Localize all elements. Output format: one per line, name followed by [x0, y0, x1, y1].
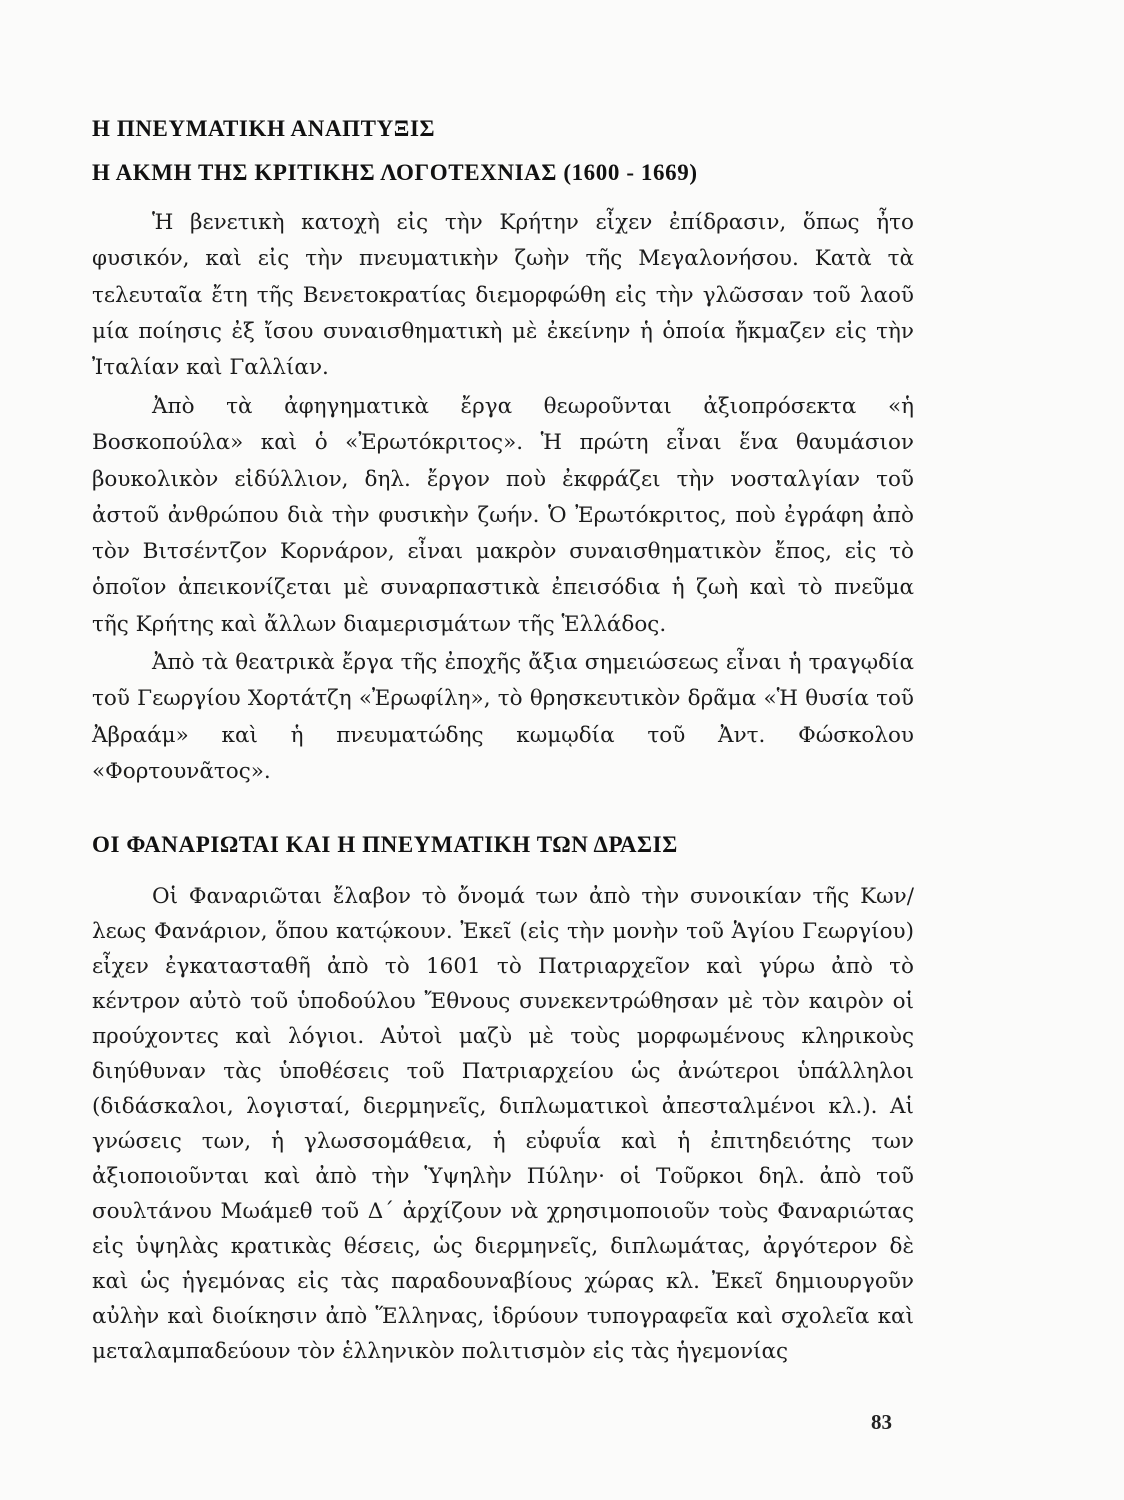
paragraph-venetian-occupation: Ἡ βενετικὴ κατοχὴ εἰς τὴν Κρήτην εἶχεν ἐπίδρασιν, ὅπως ἦτο φυσικόν, καὶ εἰς τὴν πνευματικὴν ζωὴν τῆς Μεγαλονήσου. Κατὰ τὰ τελευταῖα ἔτη τῆς Βενετοκρατίας διεμορφώθη εἰς τὴν γλῶσσαν τοῦ λαοῦ μία ποίησις ἐξ ἴσου συναισθηματικὴ μὲ ἐκείνην ἡ ὁποία ἤκμαζεν εἰς τὴν Ἰταλίαν καὶ Γαλλίαν. — [92, 210, 914, 381]
section-title: Η ΠΝΕΥΜΑΤΙΚΗ ΑΝΑΠΤΥΞΙΣ — [92, 116, 436, 141]
paragraph-phanariots: Οἱ Φαναριῶται ἔλαβον τὸ ὄνομά των ἀπὸ τὴν συνοικίαν τῆς Κων/λεως Φανάριον, ὅπου κατῴκουν. Ἐκεῖ (εἰς τὴν μονὴν τοῦ Ἁγίου Γεωργίου) εἶχεν ἐγκατασταθῆ ἀπὸ τὸ 1601 τὸ Πατριαρχεῖον καὶ γύρω ἀπὸ τὸ κέντρον αὐτὸ τοῦ ὑποδούλου Ἔθνους συνεκεντρώθησαν μὲ τὸν καιρὸν οἱ προύχοντες καὶ λόγιοι. Αὐτοὶ μαζὺ μὲ τοὺς μορφωμένους κληρικοὺς διηύθυναν τὰς ὑποθέσεις τοῦ Πατριαρχείου ὡς ἀνώτεροι ὑπάλληλοι (διδάσκαλοι, λογισταί, διερμηνεῖς, διπλωματικοὶ ἀπεσταλμένοι κλ.). Αἱ γνώσεις των, ἡ γλωσσομάθεια, ἡ εὐφυΐα καὶ ἡ ἐπιτηδειότης των ἀξιοποιοῦνται καὶ ἀπὸ τὴν Ὑψηλὴν Πύλην· οἱ Τοῦρκοι δηλ. ἀπὸ τοῦ σουλτάνου Μωάμεθ τοῦ Δ΄ ἀρχίζουν νὰ χρησιμοποιοῦν τοὺς Φαναριώτας εἰς ὑψηλὰς κρατικὰς θέσεις, ὡς διερμηνεῖς, διπλωμάτας, ἀργότερον δὲ καὶ ὡς ἡγεμόνας εἰς τὰς παραδουναβίους χώρας κλ. Ἐκεῖ δημιουργοῦν αὐλὴν καὶ διοίκησιν ἀπὸ Ἕλληνας, ἱδρύουν τυπογραφεῖα καὶ σχολεῖα καὶ μεταλαμπαδεύουν τὸν ἑλληνικὸν πολιτισμὸν εἰς τὰς ἡγεμονίας — [92, 884, 914, 1364]
section-subtitle: Η ΑΚΜΗ ΤΗΣ ΚΡΙΤΙΚΗΣ ΛΟΓΟΤΕΧΝΙΑΣ (1600 - 1669) — [92, 160, 698, 185]
paragraph-narrative-works: Ἀπὸ τὰ ἀφηγηματικὰ ἔργα θεωροῦνται ἀξιοπρόσεκτα «ἡ Βοσκοπούλα» καὶ ὁ «Ἐρωτόκριτος». Ἡ πρώτη εἶναι ἕνα θαυμάσιον βουκολικὸν εἰδύλλιον, δηλ. ἔργον ποὺ ἐκφράζει τὴν νοσταλγίαν τοῦ ἀστοῦ ἀνθρώπου διὰ τὴν φυσικὴν ζωήν. Ὁ Ἐρωτόκριτος, ποὺ ἐγράφη ἀπὸ τὸν Βιτσέντζον Κορνάρον, εἶναι μακρὸν συναισθηματικὸν ἔπος, εἰς τὸ ὁποῖον ἀπεικονίζεται μὲ συναρπαστικὰ ἐπεισόδια ἡ ζωὴ καὶ τὸ πνεῦμα τῆς Κρήτης καὶ ἄλλων διαμερισμάτων τῆς Ἑλλάδος. — [92, 394, 914, 637]
paragraph-theatrical-works: Ἀπὸ τὰ θεατρικὰ ἔργα τῆς ἐποχῆς ἄξια σημειώσεως εἶναι ἡ τραγῳδία τοῦ Γεωργίου Χορτάτζη «Ἐρωφίλη», τὸ θρησκευτικὸν δρᾶμα «Ἡ θυσία τοῦ Ἀβραάμ» καὶ ἡ πνευματώδης κωμῳδία τοῦ Ἀντ. Φώσκολου «Φορτουνᾶτος». — [92, 650, 914, 784]
page-number: 83 — [871, 1410, 892, 1434]
section-title-phanariots: ΟΙ ΦΑΝΑΡΙΩΤΑΙ ΚΑΙ Η ΠΝΕΥΜΑΤΙΚΗ ΤΩΝ ΔΡΑΣΙΣ — [92, 832, 678, 857]
